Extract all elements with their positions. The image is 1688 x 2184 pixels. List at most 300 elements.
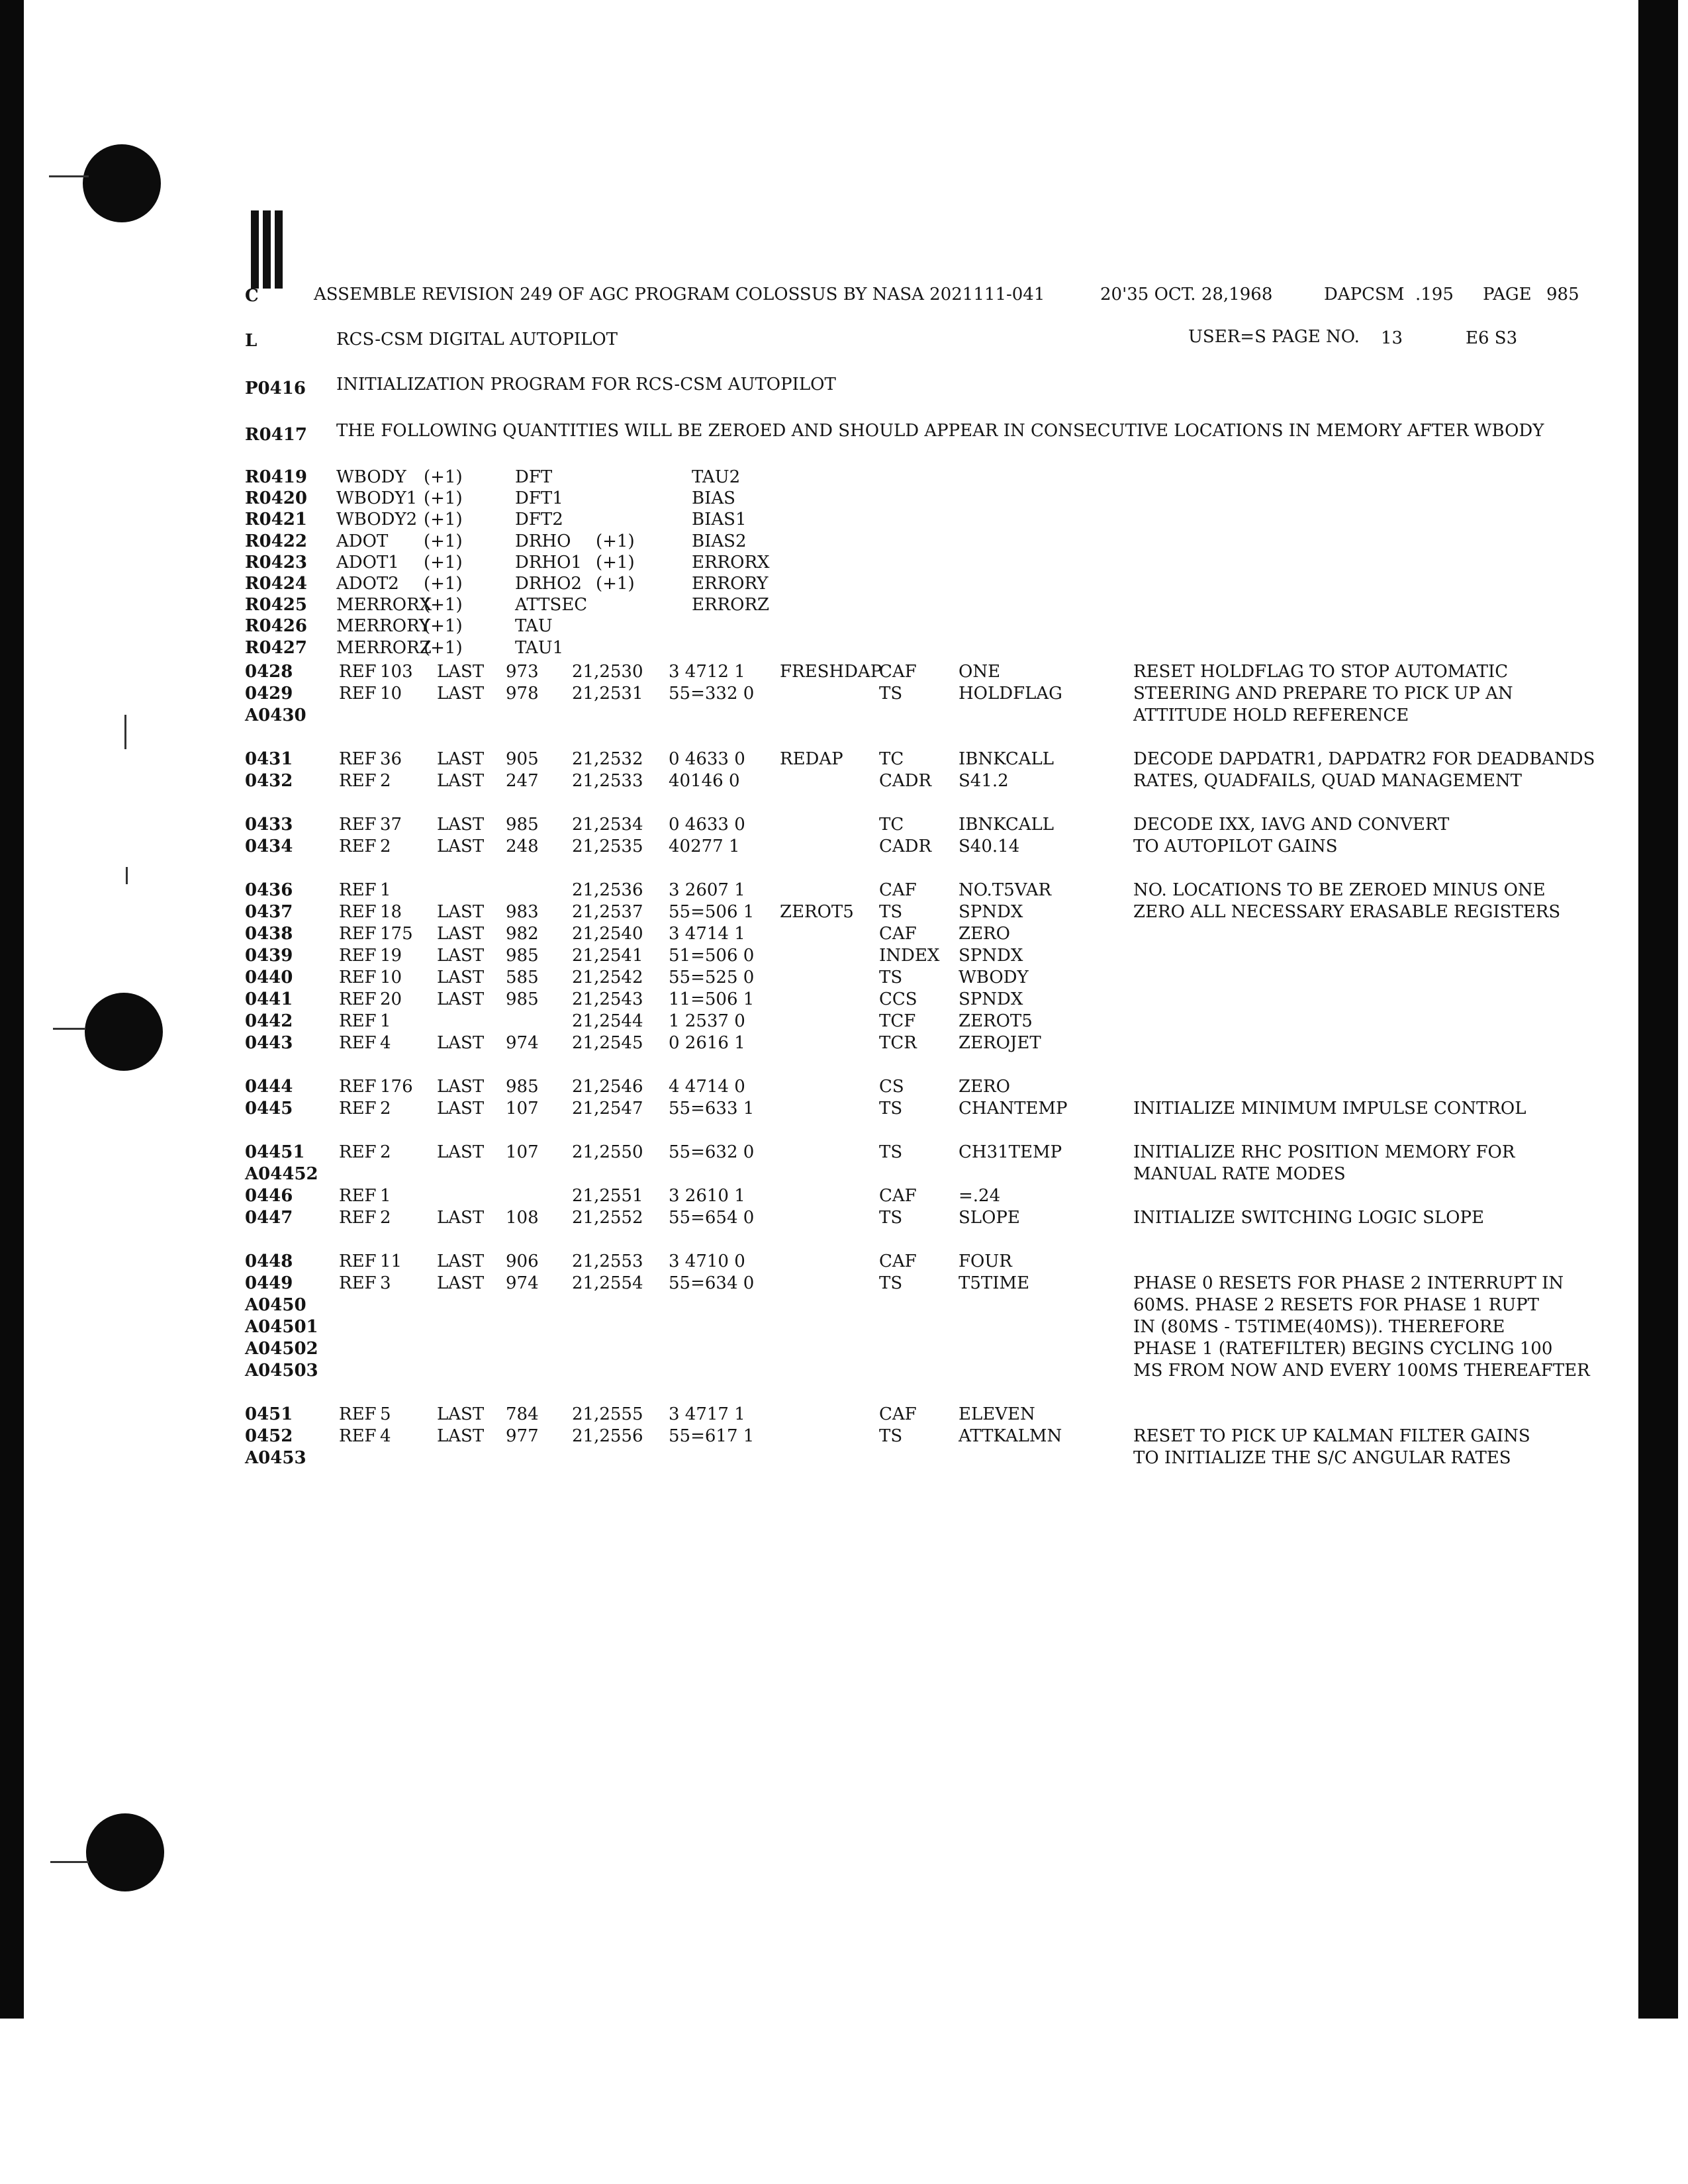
address: 21,2543 xyxy=(572,989,643,1009)
last-line: 107 xyxy=(506,1099,539,1118)
ref-count: 37 xyxy=(380,815,402,835)
intro-label: P0416 xyxy=(245,379,306,398)
line-number: 0448 xyxy=(245,1251,293,1271)
last-keyword: LAST xyxy=(437,662,485,682)
last-keyword: LAST xyxy=(437,749,485,769)
last-keyword: LAST xyxy=(437,1208,485,1228)
ref-keyword: REF xyxy=(339,684,377,704)
opcode: TC xyxy=(879,749,904,769)
line-number: 0444 xyxy=(245,1077,293,1097)
address: 21,2536 xyxy=(572,880,643,900)
line-number: 0442 xyxy=(245,1011,293,1031)
ref-keyword: REF xyxy=(339,662,377,682)
user-page-label: USER=S PAGE NO. xyxy=(1188,327,1360,347)
address: 21,2534 xyxy=(572,815,643,835)
line-label: R0421 xyxy=(245,510,307,529)
operand: SPNDX xyxy=(959,989,1023,1009)
address: 21,2541 xyxy=(572,946,643,966)
last-line: 247 xyxy=(506,771,539,791)
operand: WBODY xyxy=(959,968,1029,987)
header-marker: C xyxy=(245,286,259,306)
ref-count: 10 xyxy=(380,968,402,987)
ref-keyword: REF xyxy=(339,1426,377,1446)
symbol: ADOT xyxy=(336,531,389,551)
ref-keyword: REF xyxy=(339,837,377,856)
line-label: R0423 xyxy=(245,553,307,572)
symbol: DRHO xyxy=(515,531,571,551)
scan-mark xyxy=(50,1861,89,1863)
operand: ATTKALMN xyxy=(959,1426,1062,1446)
address: 21,2554 xyxy=(572,1273,643,1293)
ref-count: 4 xyxy=(380,1426,391,1446)
octal-word: 3 4714 1 xyxy=(669,924,745,944)
header-program: DAPCSM xyxy=(1324,285,1405,304)
opcode: CAF xyxy=(879,924,917,944)
line-number: 0438 xyxy=(245,924,293,944)
ref-count: 5 xyxy=(380,1404,391,1424)
comment: PHASE 0 RESETS FOR PHASE 2 INTERRUPT IN xyxy=(1133,1273,1564,1293)
address: 21,2544 xyxy=(572,1011,643,1031)
symbol: ERRORX xyxy=(692,553,770,572)
punch-hole-top xyxy=(83,144,161,222)
address: 21,2551 xyxy=(572,1186,643,1206)
opcode: CAF xyxy=(879,1251,917,1271)
octal-word: 55=525 0 xyxy=(669,968,755,987)
line-label: R0419 xyxy=(245,467,307,487)
symbol: BIAS2 xyxy=(692,531,747,551)
symbol: MERRORY xyxy=(336,616,431,636)
octal-word: 3 4710 0 xyxy=(669,1251,745,1271)
code-label: ZEROT5 xyxy=(780,902,854,922)
line-number: A0450 xyxy=(245,1295,306,1315)
offset: (+1) xyxy=(424,488,463,508)
comment: ZERO ALL NECESSARY ERASABLE REGISTERS xyxy=(1133,902,1561,922)
opcode: CAF xyxy=(879,1186,917,1206)
opcode: TS xyxy=(879,1142,903,1162)
address: 21,2533 xyxy=(572,771,643,791)
offset: (+1) xyxy=(424,467,463,487)
last-line: 978 xyxy=(506,684,539,704)
ref-keyword: REF xyxy=(339,749,377,769)
comment: 60MS. PHASE 2 RESETS FOR PHASE 1 RUPT xyxy=(1133,1295,1540,1315)
ref-count: 2 xyxy=(380,1208,391,1228)
scan-edge-left xyxy=(0,0,24,2019)
octal-word: 1 2537 0 xyxy=(669,1011,745,1031)
last-keyword: LAST xyxy=(437,1426,485,1446)
opcode: CS xyxy=(879,1077,904,1097)
ref-count: 2 xyxy=(380,1099,391,1118)
last-line: 108 xyxy=(506,1208,539,1228)
last-line: 977 xyxy=(506,1426,539,1446)
punch-hole-middle xyxy=(85,993,163,1071)
last-line: 985 xyxy=(506,815,539,835)
octal-word: 55=633 1 xyxy=(669,1099,755,1118)
fanfold-perforation-marks xyxy=(251,210,292,289)
octal-word: 11=506 1 xyxy=(669,989,755,1009)
operand: IBNKCALL xyxy=(959,749,1055,769)
line-number: 0434 xyxy=(245,837,293,856)
octal-word: 40146 0 xyxy=(669,771,740,791)
offset: (+1) xyxy=(424,510,463,529)
line-label: R0424 xyxy=(245,574,307,594)
ref-count: 103 xyxy=(380,662,413,682)
ref-keyword: REF xyxy=(339,1033,377,1053)
operand: FOUR xyxy=(959,1251,1012,1271)
operand: NO.T5VAR xyxy=(959,880,1052,900)
opcode: TS xyxy=(879,968,903,987)
octal-word: 55=617 1 xyxy=(669,1426,755,1446)
section-ref: E6 S3 xyxy=(1466,328,1518,348)
last-line: 905 xyxy=(506,749,539,769)
symbol: BIAS xyxy=(692,488,735,508)
last-line: 983 xyxy=(506,902,539,922)
comment: MANUAL RATE MODES xyxy=(1133,1164,1346,1184)
ref-count: 10 xyxy=(380,684,402,704)
comment: NO. LOCATIONS TO BE ZEROED MINUS ONE xyxy=(1133,880,1546,900)
address: 21,2555 xyxy=(572,1404,643,1424)
header-page-number: 985 xyxy=(1546,285,1579,304)
last-line: 784 xyxy=(506,1404,539,1424)
last-keyword: LAST xyxy=(437,684,485,704)
address: 21,2531 xyxy=(572,684,643,704)
header-assemble-line: ASSEMBLE REVISION 249 OF AGC PROGRAM COLOSSUS BY NASA 2021111-041 xyxy=(314,285,1045,304)
comment: STEERING AND PREPARE TO PICK UP AN xyxy=(1133,684,1513,704)
operand: SLOPE xyxy=(959,1208,1020,1228)
offset: (+1) xyxy=(424,616,463,636)
address: 21,2535 xyxy=(572,837,643,856)
line-number: 0443 xyxy=(245,1033,293,1053)
ref-keyword: REF xyxy=(339,771,377,791)
line-number: 04451 xyxy=(245,1142,305,1162)
last-line: 973 xyxy=(506,662,539,682)
last-keyword: LAST xyxy=(437,771,485,791)
ref-keyword: REF xyxy=(339,1011,377,1031)
operand: SPNDX xyxy=(959,902,1023,922)
symbol: ATTSEC xyxy=(515,595,588,615)
ref-count: 176 xyxy=(380,1077,413,1097)
ref-count: 1 xyxy=(380,880,391,900)
last-line: 985 xyxy=(506,989,539,1009)
offset: (+1) xyxy=(424,638,463,658)
symbol: ERRORY xyxy=(692,574,769,594)
line-number: 0452 xyxy=(245,1426,293,1446)
comment: INITIALIZE SWITCHING LOGIC SLOPE xyxy=(1133,1208,1484,1228)
octal-word: 40277 1 xyxy=(669,837,740,856)
comment: DECODE DAPDATR1, DAPDATR2 FOR DEADBANDS xyxy=(1133,749,1595,769)
header-page-label: PAGE xyxy=(1483,285,1532,304)
scan-mark xyxy=(124,715,126,749)
comment: MS FROM NOW AND EVERY 100MS THEREAFTER xyxy=(1133,1361,1590,1381)
address: 21,2547 xyxy=(572,1099,643,1118)
opcode: INDEX xyxy=(879,946,940,966)
scan-mark xyxy=(126,867,128,884)
symbol: TAU xyxy=(515,616,553,636)
header-datetime: 20'35 OCT. 28,1968 xyxy=(1100,285,1273,304)
offset: (+1) xyxy=(424,574,463,594)
ref-count: 2 xyxy=(380,837,391,856)
line-number: 0446 xyxy=(245,1186,293,1206)
line-number: A0430 xyxy=(245,705,306,725)
line-number: 0451 xyxy=(245,1404,293,1424)
last-keyword: LAST xyxy=(437,902,485,922)
line-label: R0422 xyxy=(245,531,307,551)
operand: T5TIME xyxy=(959,1273,1030,1293)
user-page-number: 13 xyxy=(1381,328,1403,348)
ref-count: 2 xyxy=(380,771,391,791)
ref-keyword: REF xyxy=(339,815,377,835)
last-keyword: LAST xyxy=(437,1099,485,1118)
address: 21,2540 xyxy=(572,924,643,944)
opcode: CCS xyxy=(879,989,917,1009)
symbol: DRHO2 xyxy=(515,574,582,594)
line-number: 0432 xyxy=(245,771,293,791)
ref-keyword: REF xyxy=(339,902,377,922)
ref-count: 20 xyxy=(380,989,402,1009)
line-number: A0453 xyxy=(245,1448,306,1468)
line-number: 0437 xyxy=(245,902,293,922)
scan-mark xyxy=(49,175,89,177)
code-label: FRESHDAP xyxy=(780,662,882,682)
opcode: CAF xyxy=(879,1404,917,1424)
opcode: TS xyxy=(879,1426,903,1446)
comment: RATES, QUADFAILS, QUAD MANAGEMENT xyxy=(1133,771,1522,791)
line-number: 0439 xyxy=(245,946,293,966)
ref-keyword: REF xyxy=(339,1251,377,1271)
octal-word: 3 4717 1 xyxy=(669,1404,745,1424)
opcode: CADR xyxy=(879,771,932,791)
octal-word: 55=332 0 xyxy=(669,684,755,704)
intro-label: R0417 xyxy=(245,425,307,445)
octal-word: 3 2607 1 xyxy=(669,880,745,900)
symbol: DFT1 xyxy=(515,488,563,508)
line-label: R0420 xyxy=(245,488,307,508)
symbol: DFT xyxy=(515,467,553,487)
comment: RESET HOLDFLAG TO STOP AUTOMATIC xyxy=(1133,662,1509,682)
intro-text: INITIALIZATION PROGRAM FOR RCS-CSM AUTOPILOT xyxy=(336,375,836,394)
last-line: 974 xyxy=(506,1273,539,1293)
last-line: 985 xyxy=(506,946,539,966)
ref-keyword: REF xyxy=(339,989,377,1009)
line-label: R0425 xyxy=(245,595,307,615)
octal-word: 0 4633 0 xyxy=(669,749,745,769)
line-label: R0427 xyxy=(245,638,307,658)
comment: INITIALIZE RHC POSITION MEMORY FOR xyxy=(1133,1142,1515,1162)
ref-count: 18 xyxy=(380,902,402,922)
address: 21,2552 xyxy=(572,1208,643,1228)
last-keyword: LAST xyxy=(437,946,485,966)
symbol: ADOT1 xyxy=(336,553,399,572)
last-keyword: LAST xyxy=(437,1033,485,1053)
last-keyword: LAST xyxy=(437,837,485,856)
symbol: TAU2 xyxy=(692,467,741,487)
offset: (+1) xyxy=(596,574,635,594)
ref-count: 11 xyxy=(380,1251,402,1271)
line-number: 0445 xyxy=(245,1099,293,1118)
opcode: TS xyxy=(879,1099,903,1118)
line-number: A04501 xyxy=(245,1317,318,1337)
ref-keyword: REF xyxy=(339,968,377,987)
symbol: MERRORZ xyxy=(336,638,432,658)
operand: =.24 xyxy=(959,1186,1001,1206)
line-number: A04503 xyxy=(245,1361,318,1381)
ref-keyword: REF xyxy=(339,946,377,966)
comment: TO INITIALIZE THE S/C ANGULAR RATES xyxy=(1133,1448,1511,1468)
ref-count: 4 xyxy=(380,1033,391,1053)
header-code: .195 xyxy=(1415,285,1454,304)
offset: (+1) xyxy=(424,531,463,551)
ref-keyword: REF xyxy=(339,1186,377,1206)
last-keyword: LAST xyxy=(437,1404,485,1424)
symbol: WBODY xyxy=(336,467,406,487)
line-number: 0433 xyxy=(245,815,293,835)
address: 21,2556 xyxy=(572,1426,643,1446)
offset: (+1) xyxy=(596,553,635,572)
operand: S40.14 xyxy=(959,837,1020,856)
last-line: 248 xyxy=(506,837,539,856)
last-line: 974 xyxy=(506,1033,539,1053)
ref-keyword: REF xyxy=(339,1099,377,1118)
section-title: RCS-CSM DIGITAL AUTOPILOT xyxy=(336,330,618,349)
operand: CHANTEMP xyxy=(959,1099,1068,1118)
ref-count: 1 xyxy=(380,1186,391,1206)
last-keyword: LAST xyxy=(437,1142,485,1162)
comment: PHASE 1 (RATEFILTER) BEGINS CYCLING 100 xyxy=(1133,1339,1553,1359)
octal-word: 3 2610 1 xyxy=(669,1186,745,1206)
line-number: A04452 xyxy=(245,1164,318,1184)
operand: CH31TEMP xyxy=(959,1142,1062,1162)
address: 21,2545 xyxy=(572,1033,643,1053)
last-keyword: LAST xyxy=(437,924,485,944)
line-number: 0440 xyxy=(245,968,293,987)
symbol: TAU1 xyxy=(515,638,564,658)
address: 21,2542 xyxy=(572,968,643,987)
operand: S41.2 xyxy=(959,771,1009,791)
comment: TO AUTOPILOT GAINS xyxy=(1133,837,1338,856)
operand: IBNKCALL xyxy=(959,815,1055,835)
opcode: TS xyxy=(879,1208,903,1228)
ref-count: 3 xyxy=(380,1273,391,1293)
address: 21,2553 xyxy=(572,1251,643,1271)
offset: (+1) xyxy=(424,595,463,615)
address: 21,2550 xyxy=(572,1142,643,1162)
scan-mark xyxy=(53,1028,85,1030)
ref-keyword: REF xyxy=(339,1273,377,1293)
last-keyword: LAST xyxy=(437,815,485,835)
comment: IN (80MS - T5TIME(40MS)). THEREFORE xyxy=(1133,1317,1505,1337)
symbol: BIAS1 xyxy=(692,510,747,529)
symbol: MERRORX xyxy=(336,595,432,615)
last-line: 107 xyxy=(506,1142,539,1162)
comment: ATTITUDE HOLD REFERENCE xyxy=(1133,705,1409,725)
comment: INITIALIZE MINIMUM IMPULSE CONTROL xyxy=(1133,1099,1526,1118)
last-line: 585 xyxy=(506,968,539,987)
opcode: TS xyxy=(879,684,903,704)
offset: (+1) xyxy=(596,531,635,551)
scan-edge-right xyxy=(1638,0,1678,2019)
opcode: TC xyxy=(879,815,904,835)
ref-count: 2 xyxy=(380,1142,391,1162)
offset: (+1) xyxy=(424,553,463,572)
opcode: CADR xyxy=(879,837,932,856)
last-line: 985 xyxy=(506,1077,539,1097)
line-number: 0447 xyxy=(245,1208,293,1228)
ref-keyword: REF xyxy=(339,1077,377,1097)
last-keyword: LAST xyxy=(437,989,485,1009)
ref-keyword: REF xyxy=(339,1208,377,1228)
line-number: 0429 xyxy=(245,684,293,704)
opcode: CAF xyxy=(879,880,917,900)
last-keyword: LAST xyxy=(437,1273,485,1293)
last-keyword: LAST xyxy=(437,1251,485,1271)
line-label: R0426 xyxy=(245,616,307,636)
octal-word: 51=506 0 xyxy=(669,946,755,966)
operand: ZERO xyxy=(959,1077,1010,1097)
octal-word: 55=632 0 xyxy=(669,1142,755,1162)
opcode: TCR xyxy=(879,1033,917,1053)
ref-count: 19 xyxy=(380,946,402,966)
line-number: A04502 xyxy=(245,1339,318,1359)
operand: ZEROJET xyxy=(959,1033,1041,1053)
operand: ELEVEN xyxy=(959,1404,1035,1424)
ref-keyword: REF xyxy=(339,924,377,944)
comment: RESET TO PICK UP KALMAN FILTER GAINS xyxy=(1133,1426,1530,1446)
symbol: WBODY1 xyxy=(336,488,418,508)
last-line: 906 xyxy=(506,1251,539,1271)
opcode: CAF xyxy=(879,662,917,682)
punch-hole-bottom xyxy=(86,1813,164,1891)
symbol: WBODY2 xyxy=(336,510,418,529)
log-label: L xyxy=(245,331,258,351)
ref-keyword: REF xyxy=(339,880,377,900)
octal-word: 0 2616 1 xyxy=(669,1033,745,1053)
line-number: 0436 xyxy=(245,880,293,900)
line-number: 0441 xyxy=(245,989,293,1009)
line-number: 0449 xyxy=(245,1273,293,1293)
last-keyword: LAST xyxy=(437,1077,485,1097)
address: 21,2546 xyxy=(572,1077,643,1097)
operand: SPNDX xyxy=(959,946,1023,966)
opcode: TCF xyxy=(879,1011,916,1031)
operand: ONE xyxy=(959,662,1001,682)
ref-count: 36 xyxy=(380,749,402,769)
ref-keyword: REF xyxy=(339,1404,377,1424)
symbol: ERRORZ xyxy=(692,595,770,615)
symbol: DFT2 xyxy=(515,510,563,529)
operand: ZEROT5 xyxy=(959,1011,1033,1031)
last-line: 982 xyxy=(506,924,539,944)
octal-word: 3 4712 1 xyxy=(669,662,745,682)
ref-keyword: REF xyxy=(339,1142,377,1162)
address: 21,2537 xyxy=(572,902,643,922)
operand: HOLDFLAG xyxy=(959,684,1062,704)
line-number: 0428 xyxy=(245,662,293,682)
ref-count: 175 xyxy=(380,924,413,944)
octal-word: 55=654 0 xyxy=(669,1208,755,1228)
intro-text: THE FOLLOWING QUANTITIES WILL BE ZEROED AND SHOULD APPEAR IN CONSECUTIVE LOCATIONS IN MEMORY AFTER WBODY xyxy=(336,421,1544,441)
ref-count: 1 xyxy=(380,1011,391,1031)
line-number: 0431 xyxy=(245,749,293,769)
operand: ZERO xyxy=(959,924,1010,944)
comment: DECODE IXX, IAVG AND CONVERT xyxy=(1133,815,1450,835)
symbol: ADOT2 xyxy=(336,574,399,594)
octal-word: 4 4714 0 xyxy=(669,1077,745,1097)
symbol: DRHO1 xyxy=(515,553,582,572)
code-label: REDAP xyxy=(780,749,843,769)
opcode: TS xyxy=(879,902,903,922)
octal-word: 55=634 0 xyxy=(669,1273,755,1293)
octal-word: 0 4633 0 xyxy=(669,815,745,835)
address: 21,2530 xyxy=(572,662,643,682)
